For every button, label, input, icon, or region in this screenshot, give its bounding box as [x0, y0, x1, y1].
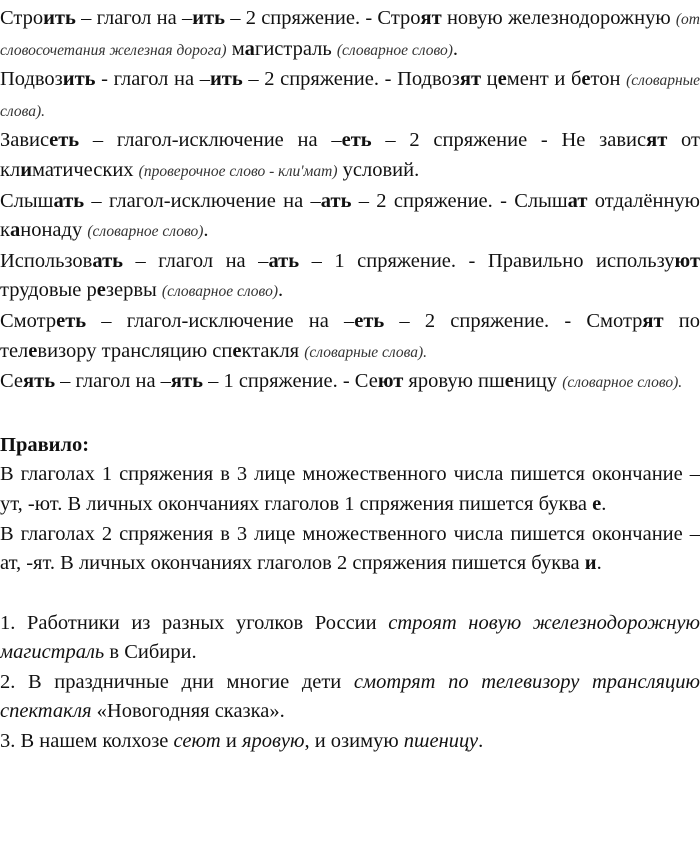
text-run: – 2 спряжение. - Смотр — [384, 309, 643, 332]
highlighted-letters: ят — [642, 309, 664, 332]
text-run: условий. — [337, 158, 420, 181]
text-run: тон — [590, 68, 627, 91]
note: (словарное слово) — [336, 41, 453, 59]
highlighted-letters: ать — [92, 249, 123, 272]
text-run: – глагол на – — [55, 370, 171, 393]
text-run: матических — [32, 158, 139, 181]
highlighted-letters: е — [232, 339, 242, 362]
text-run: . — [478, 730, 484, 753]
highlighted-letters: ить — [192, 7, 225, 29]
text-run: – 1 спряжение. - Правильно использу — [299, 249, 675, 272]
text-run: в Сибири. — [104, 641, 197, 664]
text-run: м — [226, 37, 245, 60]
highlighted-letters: ют — [674, 249, 700, 272]
text-run: – 1 спряжение. - Се — [202, 370, 378, 393]
text-run: и — [220, 730, 242, 753]
document — [0, 4, 700, 757]
text-run: 1. Работники из разных уголков России — [0, 611, 389, 634]
example-sentences — [0, 609, 700, 757]
text-run: . — [203, 219, 209, 242]
verb-paragraph — [0, 126, 700, 186]
text-run: 3. В нашем колхозе — [0, 730, 174, 753]
text-run: Использов — [0, 249, 93, 272]
text-run: трудовые р — [0, 279, 97, 302]
text-run: – глагол-исключение на – — [79, 129, 342, 152]
highlighted-letters: и — [20, 158, 33, 181]
text-run: мент и б — [506, 68, 582, 91]
highlighted-letters: ить — [43, 7, 76, 29]
highlighted-letters: ать — [53, 189, 85, 212]
highlighted-letters: ать — [320, 189, 352, 212]
text-run: – 2 спряжение. - Подвоз — [242, 68, 460, 91]
highlighted-letters: ить — [62, 68, 96, 91]
text-run: нонаду — [20, 219, 88, 242]
note: (словарные слова). — [304, 343, 428, 361]
highlighted-letters: е — [504, 370, 514, 393]
text-run: В глаголах 2 спряжения в 3 лице множественного числа пишется окончание –ат, -ят. В личных окончаниях глаголов 2 спряжения пишется буква — [0, 522, 700, 575]
emphasis: сеют — [173, 730, 221, 753]
verb-paragraph — [0, 65, 700, 126]
verb-paragraph — [0, 187, 700, 247]
text-run: по тел — [0, 309, 700, 362]
text-run: – глагол-исключение на – — [84, 189, 321, 212]
text-run: «Новогодняя сказка». — [91, 700, 285, 723]
note: (словарное слово) — [87, 223, 204, 241]
text-run: отдалённую к — [0, 189, 700, 242]
text-run: . — [277, 279, 284, 302]
emphasis: пшеницу — [403, 730, 479, 753]
highlighted-letters: еть — [341, 129, 372, 152]
highlighted-letters: е — [592, 492, 602, 515]
highlighted-letters: ят — [459, 68, 482, 91]
highlighted-letters: и — [584, 552, 597, 575]
note: (от словосочетания железная дорога) — [0, 11, 700, 59]
sentence — [0, 609, 700, 668]
text-run: . — [452, 37, 459, 60]
highlighted-letters: ить — [209, 68, 243, 91]
verb-paragraph — [0, 307, 700, 367]
text-run: Подвоз — [0, 68, 63, 91]
highlighted-letters: е — [497, 68, 507, 91]
text-run: . — [596, 552, 602, 575]
text-run: , и озимую — [304, 730, 404, 753]
emphasis: яровую — [241, 730, 305, 753]
text-run: от кл — [0, 129, 700, 181]
highlighted-letters: еть — [354, 309, 385, 332]
note: (проверочное слово - кли'мат) — [138, 162, 338, 180]
text-run: – 2 спряжение. - Стро — [224, 7, 421, 29]
verb-explanations — [0, 4, 700, 398]
text-run: Слыш — [0, 189, 54, 212]
text-run: . — [601, 492, 607, 515]
sentence — [0, 727, 700, 757]
highlighted-letters: е — [28, 339, 38, 362]
verb-paragraph — [0, 247, 700, 307]
text-run: В глаголах 1 спряжения в 3 лице множественного числа пишется окончание –ут, -ют. В личных окончаниях глаголов 1 спряжения пишется буква — [0, 463, 700, 515]
verb-paragraph — [0, 4, 700, 65]
text-run: ницу — [513, 370, 563, 393]
highlighted-letters: еть — [49, 129, 80, 152]
text-run: - глагол на – — [95, 68, 210, 91]
text-run: яровую пш — [403, 370, 505, 393]
highlighted-letters: е — [96, 279, 106, 302]
text-run: ктакля — [241, 339, 305, 362]
highlighted-letters: ят — [646, 129, 668, 152]
text-run: зервы — [105, 279, 162, 302]
emphasis: строят новую железнодорожную магистраль — [0, 611, 700, 664]
rule-title: Правило: — [0, 433, 90, 456]
rule-paragraph — [0, 460, 700, 519]
note: (словарное слово) — [161, 283, 278, 301]
highlighted-letters: ять — [23, 370, 56, 393]
text-run: Смотр — [0, 309, 57, 332]
text-run: 2. В праздничные дни многие дети — [0, 670, 354, 693]
note: (словарное слово). — [562, 374, 683, 392]
text-run: – глагол на – — [122, 249, 269, 272]
highlighted-letters: а — [244, 37, 255, 60]
highlighted-letters: ют — [377, 370, 404, 393]
text-run: гистраль — [254, 37, 337, 60]
highlighted-letters: ять — [170, 370, 203, 393]
text-run: – 2 спряжение. - Слыш — [351, 189, 568, 212]
text-run: – 2 спряжение - Не завис — [371, 129, 647, 152]
emphasis: смотрят по телевизору трансляцию спектакля — [0, 670, 700, 723]
text-run: – глагол на – — [75, 7, 193, 29]
rule-text — [0, 460, 700, 578]
text-run: Завис — [0, 129, 50, 152]
highlighted-letters: ат — [567, 189, 588, 212]
text-run: Стро — [0, 7, 44, 29]
highlighted-letters: е — [581, 68, 591, 91]
text-run: – глагол-исключение на – — [86, 309, 355, 332]
text-run: визору трансляцию сп — [37, 339, 233, 362]
rule-paragraph — [0, 520, 700, 579]
highlighted-letters: ят — [420, 7, 442, 29]
note: (словарные слова). — [0, 72, 700, 120]
verb-paragraph — [0, 367, 700, 398]
sentence — [0, 668, 700, 727]
highlighted-letters: а — [9, 219, 21, 242]
text-run: новую железнодорожную — [441, 7, 676, 29]
text-run: Се — [0, 370, 24, 393]
highlighted-letters: ать — [268, 249, 300, 272]
highlighted-letters: еть — [56, 309, 87, 332]
text-run: ц — [481, 68, 498, 91]
